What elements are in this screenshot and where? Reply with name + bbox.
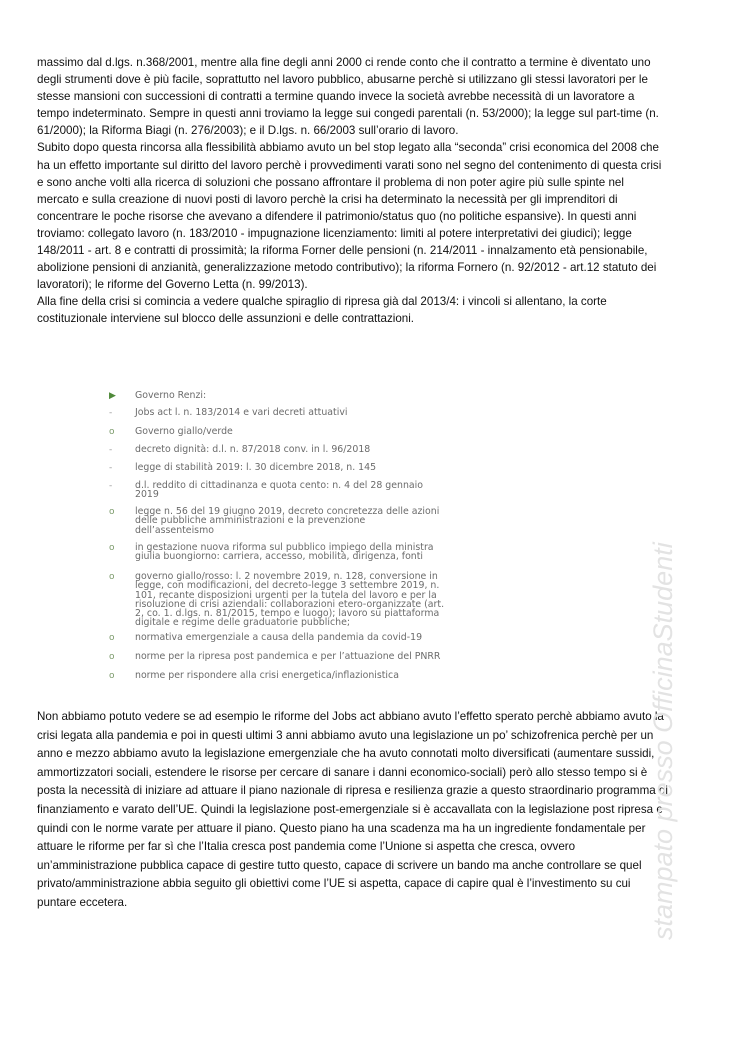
- text-line: attuare le riforme per far sì che l’Italia cresca post pandemia come l’Unione si aspetta che cresca, ovvero: [37, 840, 576, 854]
- text-line: abolizione pensioni di anzianità, generalizzazione metodo contributivo); la riforma Fornero (n. 92/2012 - art.12 statuto dei: [37, 261, 657, 275]
- list-item-line: in gestazione nuova riforma sul pubblico impiego della ministra: [135, 542, 434, 553]
- list-item-line: norme per la ripresa post pandemica e per l’attuazione del PNRR: [135, 651, 441, 662]
- list-item-line: d.l. reddito di cittadinanza e quota cento: n. 4 del 28 gennaio: [135, 480, 423, 491]
- text-line: anno e mezzo abbiamo avuto la legislazione emergenziale che ha avuto connotati molto diversificati (aumentare sussidi,: [37, 747, 655, 761]
- text-line: tempo indeterminato. Sempre in questi anni troviamo la legge sui congedi parentali (n. 53/2000); la legge sul part-time (n.: [37, 107, 659, 121]
- list-item-line: governo giallo/rosso: l. 2 novembre 2019, n. 128, conversione in: [135, 571, 438, 582]
- embedded-list-image: [105, 385, 560, 690]
- list-item-line: Jobs act l. n. 183/2014 e vari decreti attuativi: [135, 407, 348, 418]
- text-line: Subito dopo questa rincorsa alla flessibilità abbiamo avuto un bel stop legato alla “seconda” crisi economica del 2008 che: [37, 141, 659, 155]
- text-line: massimo dal d.lgs. n.368/2001, mentre alla fine degli anni 2000 ci rende conto che il contratto a termine è diventato uno: [37, 56, 651, 69]
- list-item-line: giulia buongiorno: carriera, accesso, mobilità, dirigenza, fonti: [135, 551, 424, 563]
- text-line: finanziamento e varato dell’UE. Quindi la legislazione post-emergenziale si è accavallata con la legislazione post ripresa e: [37, 802, 663, 816]
- arrow-bullet-icon: ▶: [109, 391, 116, 401]
- dash-bullet-icon: -: [109, 408, 113, 418]
- list-item-line: normativa emergenziale a causa della pandemia da covid-19: [135, 632, 423, 643]
- text-line: mercato e sulla creazione di nuovi posti di lavoro perchè la crisi ha determinato la necessità per gli imprenditori di: [37, 192, 618, 206]
- text-line: 148/2011 - art. 8 e contratti di prossimità; la riforma Forner delle pensioni (n. 214/2011 - innalzamento età pensionabile,: [37, 244, 648, 258]
- text-line: crisi legata alla pandemia e poi in questi ultimi 3 anni abbiamo avuto una legislazione un po’ schizofrenica perchè per un: [37, 728, 654, 742]
- text-line: ammortizzatori sociali, estendere le risorse per cercare di sanare i danni economico-sociali) però allo stesso tempo si è: [37, 765, 648, 779]
- text-line: e sono anche volti alla ricerca di soluzioni che possano affrontare il problema di non poter agire più sulle spinte nel: [37, 175, 624, 189]
- text-line: posta la necessità di iniziare ad attuare il piano nazionale di ripresa e resilienza grazie a questo straordinario programma di: [37, 784, 668, 798]
- list-item-line: risoluzione di crisi aziendali: collaborazioni etero-organizzate (art.: [135, 598, 445, 610]
- list-item-line: norme per rispondere alla crisi energetica/inflazionistica: [135, 670, 399, 681]
- text-line: Non abbiamo potuto vedere se ad esempio le riforme del Jobs act abbiano avuto l’effetto sperato perchè abbiamo avuto la: [37, 710, 664, 723]
- dash-bullet-icon: -: [109, 463, 113, 473]
- list-item-line: legge n. 56 del 19 giugno 2019, decreto concretezza delle azioni: [135, 506, 440, 517]
- text-line: costituzionale interviene sul blocco delle assunzioni e delle contrattazioni.: [37, 312, 415, 326]
- list-item-line: dell’assenteismo: [135, 524, 214, 536]
- list-item-line: 101, recante disposizioni urgenti per la tutela del lavoro e per la: [135, 589, 437, 601]
- list-item-line: 2019: [135, 489, 159, 501]
- dash-bullet-icon: -: [109, 481, 113, 491]
- list-item-line: Governo giallo/verde: [135, 426, 233, 437]
- text-line: troviamo: collegato lavoro (n. 183/2010 - impugnazione licenziamento: limiti al potere interpretativi dei giudici); legge: [37, 226, 632, 240]
- text-line: ha un effetto importante sul diritto del lavoro perchè i provvedimenti varati sono nel segno del contenimento di questa crisi: [37, 158, 662, 172]
- list-item-line: Governo Renzi:: [135, 390, 207, 401]
- circle-bullet-icon: o: [109, 427, 115, 437]
- text-line: 61/2000); la Riforma Biagi (n. 276/2003); e il D.lgs. n. 66/2003 sull’orario di lavoro.: [37, 124, 459, 138]
- text-line: privato/amministrazione abbia seguito gli obiettivi come l’UE si aspetta, capace di capire qual è l’investimento su cui: [37, 877, 631, 891]
- text-line: degli strumenti dove è più facile, soprattutto nel lavoro pubblico, abusarne perchè si utilizzano gli stessi lavoratori per le: [37, 73, 648, 87]
- list-item-line: legge di stabilità 2019: l. 30 dicembre 2018, n. 145: [135, 462, 377, 473]
- text-line: stesse mansioni con successioni di contratti a termine quando invece la società avrebbe necessità di un lavoratore a: [37, 90, 635, 104]
- circle-bullet-icon: o: [109, 507, 115, 517]
- circle-bullet-icon: o: [109, 572, 115, 582]
- watermark: stampato presso OfficinaStudenti: [648, 542, 678, 940]
- dash-bullet-icon: -: [109, 445, 113, 455]
- circle-bullet-icon: o: [109, 652, 115, 662]
- circle-bullet-icon: o: [109, 543, 115, 553]
- list-item-line: 2, co. 1. d.lgs. n. 81/2015, tempo e luogo); lavoro su piattaforma: [135, 608, 440, 620]
- list-item-line: digitale e regime delle graduatorie pubbliche;: [135, 617, 350, 629]
- paragraph-1: [37, 54, 661, 328]
- text-line: Alla fine della crisi si comincia a vedere qualche spiraglio di ripresa già dal 2013/4: i vincoli si allentano, la corte: [37, 295, 607, 309]
- list-item-line: legge, con modificazioni, del decreto-legge 3 settembre 2019, n.: [135, 580, 440, 592]
- text-line: quindi con le norme varate per attuare il piano. Questo piano ha una scadenza ma ha un ingrediente fondamentale per: [37, 821, 646, 835]
- list-item-line: delle pubbliche amministrazioni e la prevenzione: [135, 515, 366, 527]
- circle-bullet-icon: o: [109, 633, 115, 643]
- list-item-line: decreto dignità: d.l. n. 87/2018 conv. in l. 96/2018: [135, 444, 371, 455]
- paragraph-2: [37, 708, 668, 913]
- text-line: puntare eccetera.: [37, 895, 128, 909]
- text-line: un’amministrazione pubblica capace di gestire tutto questo, capace di scrivere un bando ma anche controllare se quel: [37, 858, 642, 872]
- circle-bullet-icon: o: [109, 671, 115, 681]
- text-line: lavoratori); le riforme del Governo Letta (n. 99/2013).: [37, 278, 308, 292]
- text-line: concentrare le poche risorse che avevano a difendere il patrimonio/status quo (no politiche espansive). In questi anni: [37, 209, 637, 223]
